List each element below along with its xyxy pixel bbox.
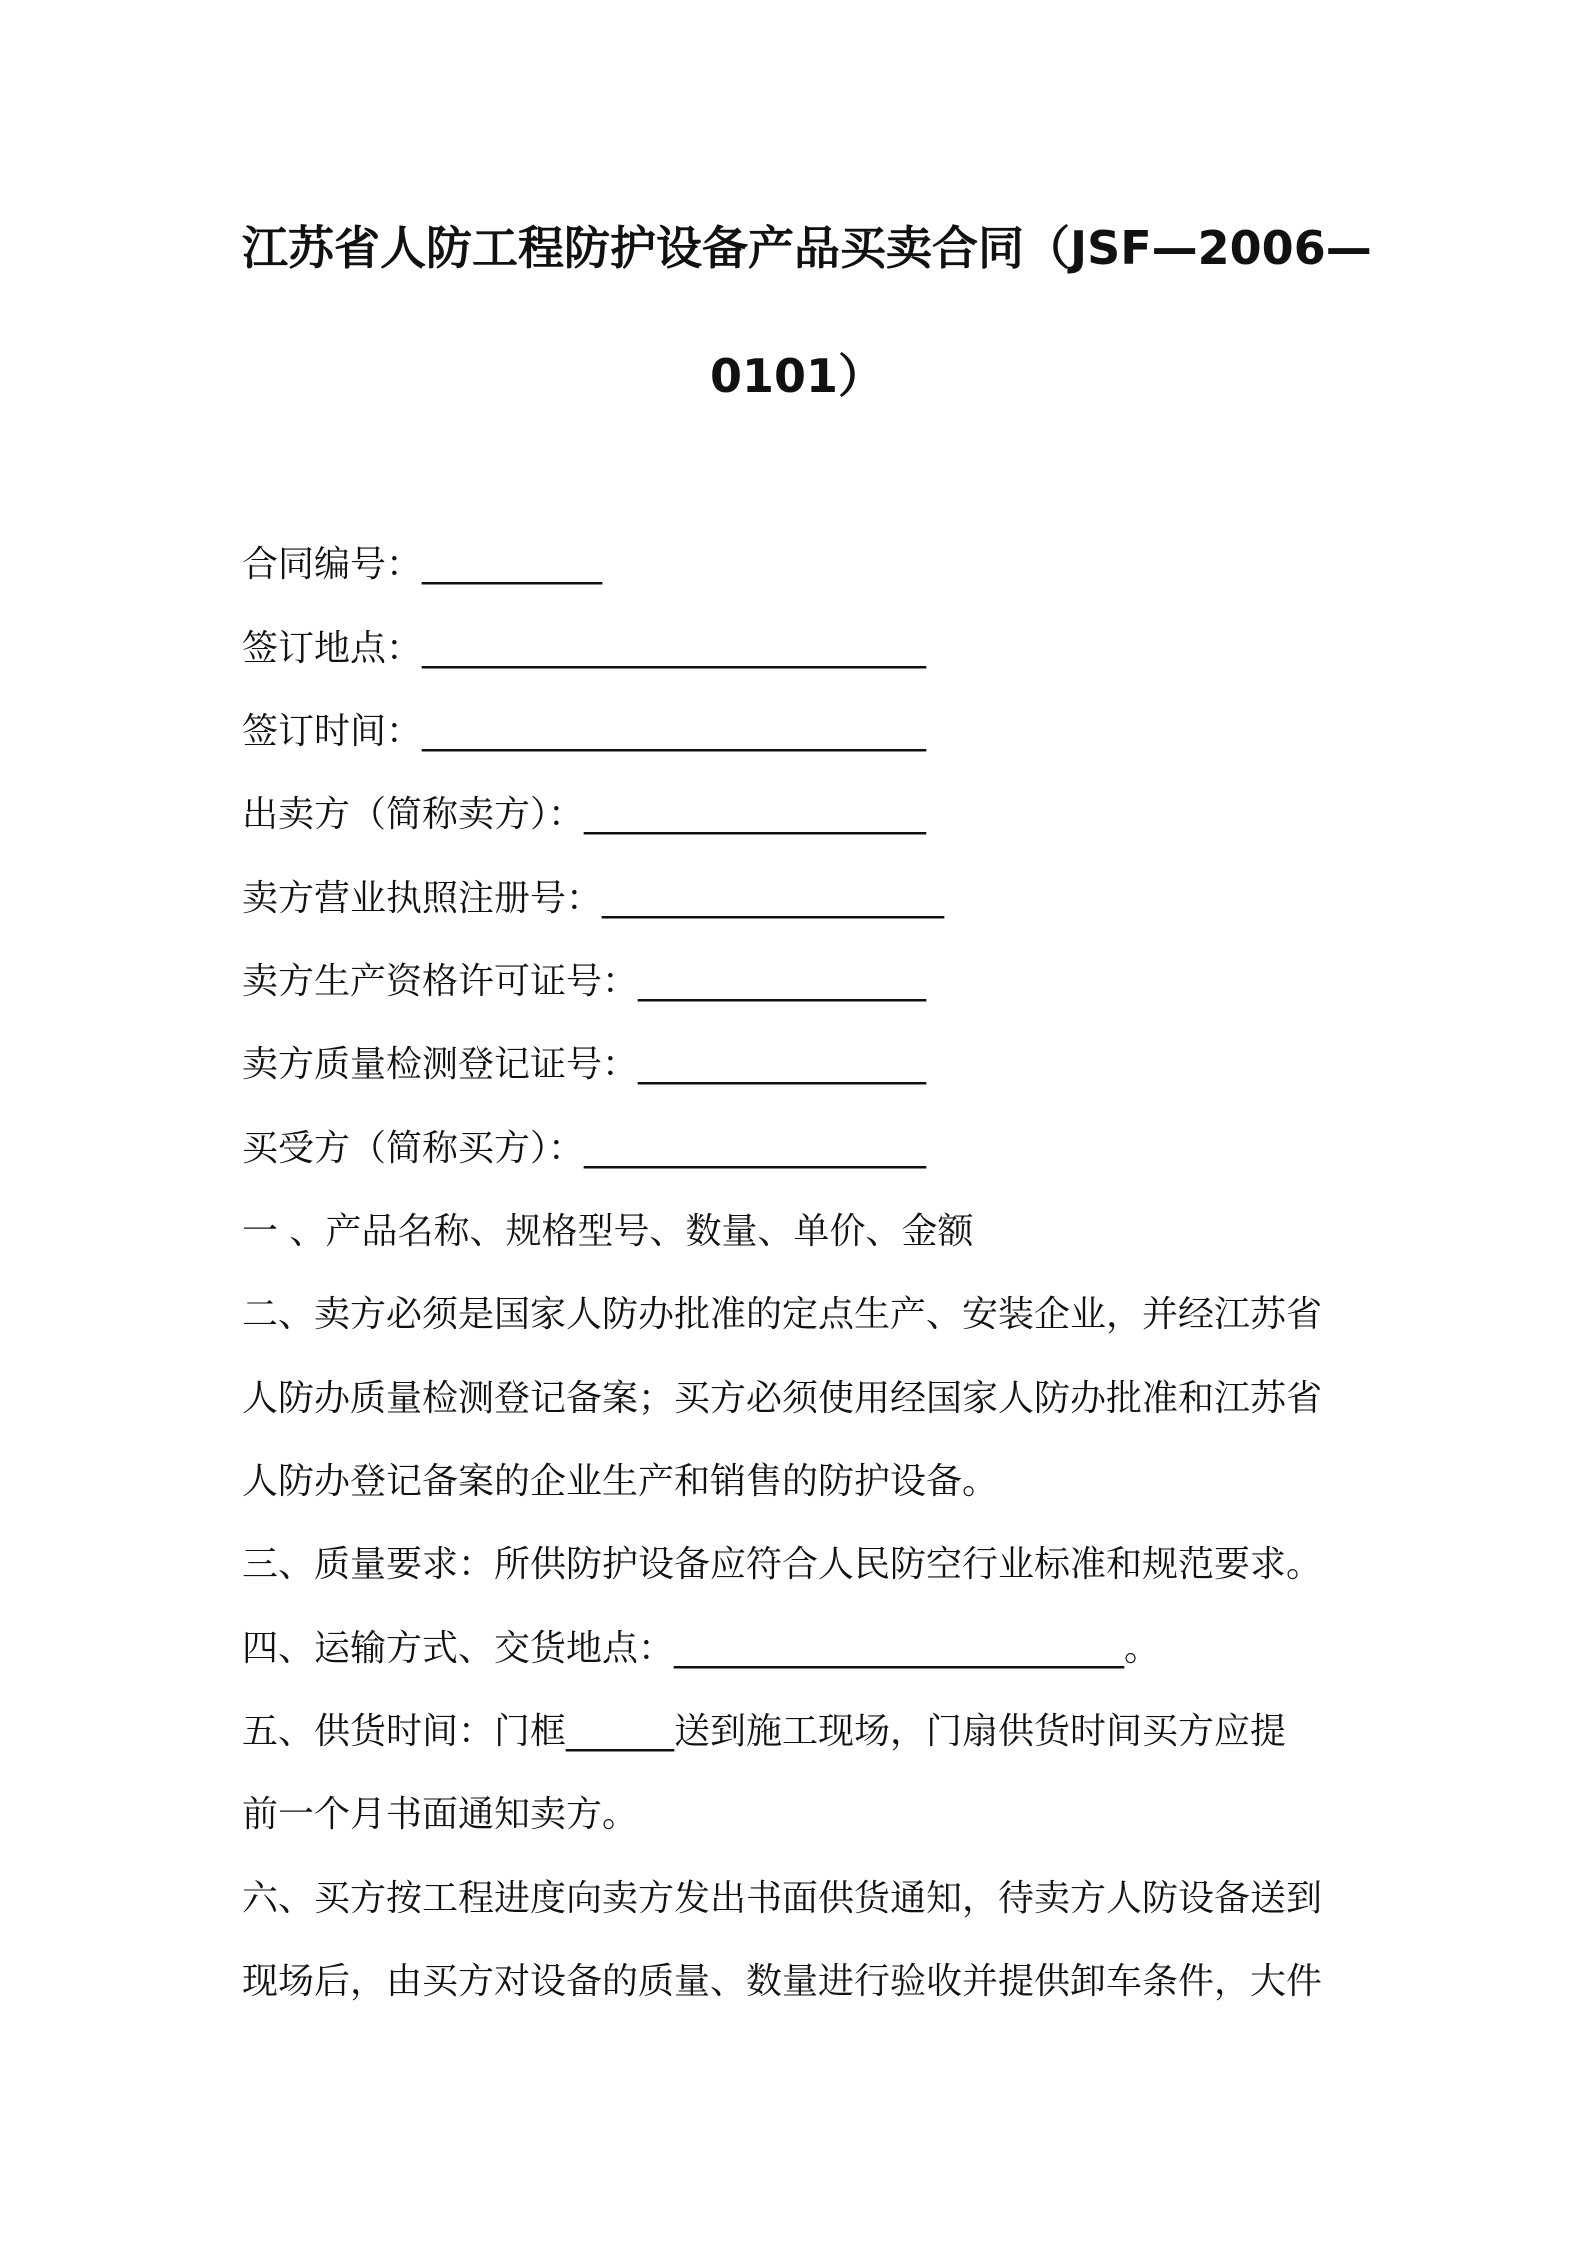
clause-2-line-1: 二、卖方必须是国家人防办批准的定点生产、安装企业，并经江苏省 <box>242 1294 1323 1335</box>
clause-3: 三、质量要求：所供防护设备应符合人民防空行业标准和规范要求。 <box>242 1544 1323 1585</box>
clause-4: 四、运输方式、交货地点：_________________________。 <box>242 1628 1161 1669</box>
field-seller-production-permit: 卖方生产资格许可证号：________________ <box>242 961 927 1002</box>
clause-1: 一 、产品名称、规格型号、数量、单价、金额 <box>242 1211 974 1252</box>
field-seller-license-number: 卖方营业执照注册号：___________________ <box>242 878 945 919</box>
field-buyer: 买受方（简称买方）：___________________ <box>242 1128 927 1169</box>
clause-5-line-2: 前一个月书面通知卖方。 <box>242 1794 639 1835</box>
clause-2-line-3: 人防办登记备案的企业生产和销售的防护设备。 <box>242 1461 999 1502</box>
document-title-line-1: 江苏省人防工程防护设备产品买卖合同（JSF—2006— <box>242 221 1372 275</box>
field-seller-quality-registration: 卖方质量检测登记证号：________________ <box>242 1044 927 1085</box>
field-signing-place: 签订地点：____________________________ <box>242 628 927 669</box>
field-seller: 出卖方（简称卖方）：___________________ <box>242 794 927 835</box>
field-contract-number: 合同编号：__________ <box>242 544 603 585</box>
field-signing-time: 签订时间：____________________________ <box>242 711 927 752</box>
clause-6-line-2: 现场后，由买方对设备的质量、数量进行验收并提供卸车条件，大件 <box>242 1961 1323 2002</box>
clause-6-line-1: 六、买方按工程进度向卖方发出书面供货通知，待卖方人防设备送到 <box>242 1878 1323 1919</box>
document-title-line-2: 0101） <box>709 349 885 403</box>
clause-2-line-2: 人防办质量检测登记备案；买方必须使用经国家人防办批准和江苏省 <box>242 1378 1323 1419</box>
clause-5-line-1: 五、供货时间：门框______送到施工现场，门扇供货时间买方应提 <box>242 1711 1287 1752</box>
